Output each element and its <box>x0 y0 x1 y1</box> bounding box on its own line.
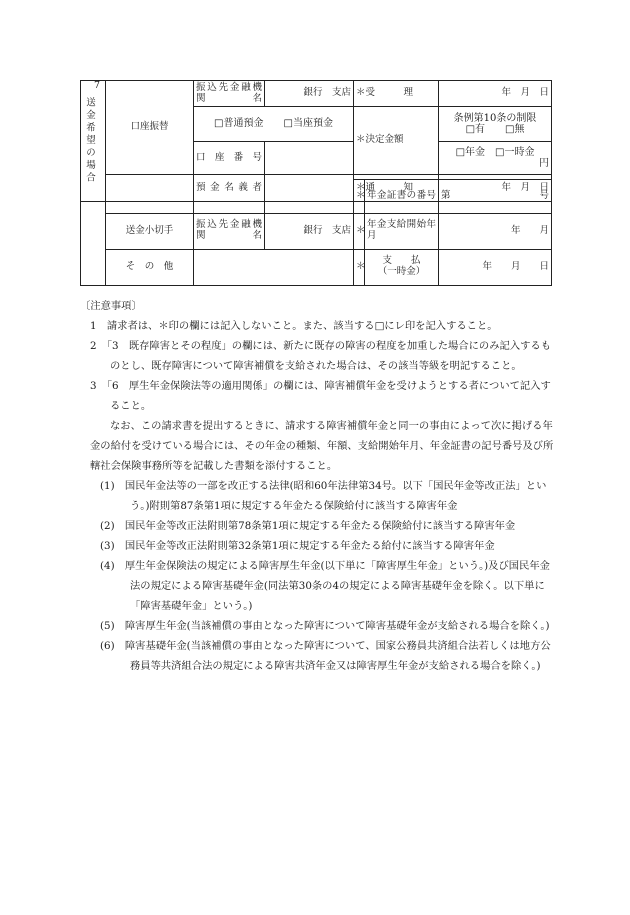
pension-cert-label: 年金証書の番号 <box>365 180 439 214</box>
payment-label: 支 払 <box>382 255 421 267</box>
received-label: ＊受 理 <box>354 81 439 107</box>
section-number: 7 <box>93 80 103 91</box>
other-label: そ の 他 <box>106 249 194 285</box>
account-number-label: 口座番号 <box>194 142 265 175</box>
clause-limit-checkboxes[interactable]: □有 □無 <box>465 124 525 135</box>
notice-date-field[interactable]: 年 月 日 <box>439 175 552 202</box>
money-order-bank-label-2: 振込先金融機関名 <box>194 213 265 249</box>
note-sub-3: (3) 国民年金等改正法附則第32条第1項に規定する年金たる給付に該当する障害年金 <box>100 540 495 552</box>
yen-unit: 円 <box>539 158 550 169</box>
note-sub-6: (6) 障害基礎年金(当該補償の事由となった障害について、国家公務員共済組合法若しくは地方公務員等共済組合法の規定による障害共済年金又は障害厚生年金が支給される場合を除く。) <box>100 640 551 672</box>
payment-type-checkboxes[interactable]: □年金 □一時金 <box>455 146 535 158</box>
pension-start-field-2[interactable]: 年 月 <box>439 213 552 249</box>
notes-section <box>80 296 558 676</box>
note-sub-4: (4) 厚生年金保険法の規定による障害厚生年金(以下単に「障害厚生年金」という。)及び国民年金法の規定による障害基礎年金(同法第30条の4の規定による障害基礎年金を除く。以下単に「障害基礎年金」という。) <box>100 560 550 612</box>
decision-amount-label: ＊決定金額 <box>354 107 439 175</box>
bank-branch-field[interactable]: 銀行 支店 <box>265 81 354 107</box>
start-mark-2: ＊ <box>354 213 365 249</box>
pension-cert-mark: ＊ <box>354 180 365 214</box>
payment-sub-label: （一時金） <box>377 266 426 278</box>
deposit-type-checkboxes[interactable]: □普通預金 □当座預金 <box>194 107 354 142</box>
account-transfer-label: 口座振替 <box>106 81 194 175</box>
payment-date-field[interactable]: 年 月 日 <box>439 249 552 285</box>
remittance-form-table-lower <box>80 179 552 286</box>
note-item-2: 2 「3 既存障害とその程度」の欄には、新たに既存の障害の程度を加重した場合にのみ記入するものとし、既存障害について障害補償を支給された場合は、その該当等級を明記すること。 <box>90 340 552 372</box>
clause-limit-cell <box>439 107 552 142</box>
note-item-3: 3 「6 厚生年金保険法等の適用関係」の欄には、障害補償年金を受けようとする者について記入すること。 <box>90 380 551 412</box>
received-date-field[interactable]: 年 月 日 <box>439 81 552 107</box>
section-title: 送金希望の場合 <box>83 97 95 185</box>
account-holder-label: 預金名義者 <box>194 175 265 202</box>
other-field[interactable] <box>194 249 354 285</box>
pension-start-label-2: 年金支給開始年月 <box>365 213 439 249</box>
cert-suffix: 号 <box>539 189 549 201</box>
payment-type-cell <box>439 142 552 175</box>
note-sub-2: (2) 国民年金等改正法附則第78条第1項に規定する年金たる保険給付に該当する障害年金 <box>100 520 516 532</box>
note-paragraph: なお、この請求書を提出するときに、請求する障害補償年金と同一の事由によって次に掲げる年金の給付を受けている場合には、その年金の種類、年額、支給開始年月、年金証書の記号番号及び所轄社会保険事務所等を記載した書類を添付すること。 <box>90 420 554 472</box>
note-sub-5: (5) 障害厚生年金(当該補償の事由となった障害について障害基礎年金が支給される場合を除く。) <box>100 620 550 632</box>
note-sub-1: (1) 国民年金法等の一部を改正する法律(昭和60年法律第34号。以下「国民年金等改正法」という。)附則第87条第1項に規定する年金たる保険給付に該当する障害年金 <box>100 480 547 512</box>
pension-cert-field[interactable] <box>439 180 552 214</box>
payment-mark: ＊ <box>354 249 365 285</box>
cert-prefix: 第 <box>441 189 451 201</box>
note-item-1: 1 請求者は、＊印の欄には記入しないこと。また、該当する□にレ印を記入すること。 <box>90 320 498 332</box>
money-order-label-2: 送金小切手 <box>106 213 194 249</box>
notes-heading: 〔注意事項〕 <box>80 300 142 312</box>
payment-label-cell <box>365 249 439 285</box>
money-order-bank-field-2[interactable]: 銀行 支店 <box>265 213 354 249</box>
bank-name-label: 振込先金融機関名 <box>194 81 265 107</box>
account-number-field[interactable] <box>265 142 354 175</box>
clause-limit-label: 条例第10条の制限 <box>453 112 537 124</box>
notice-label: ＊通 知 <box>354 175 439 202</box>
